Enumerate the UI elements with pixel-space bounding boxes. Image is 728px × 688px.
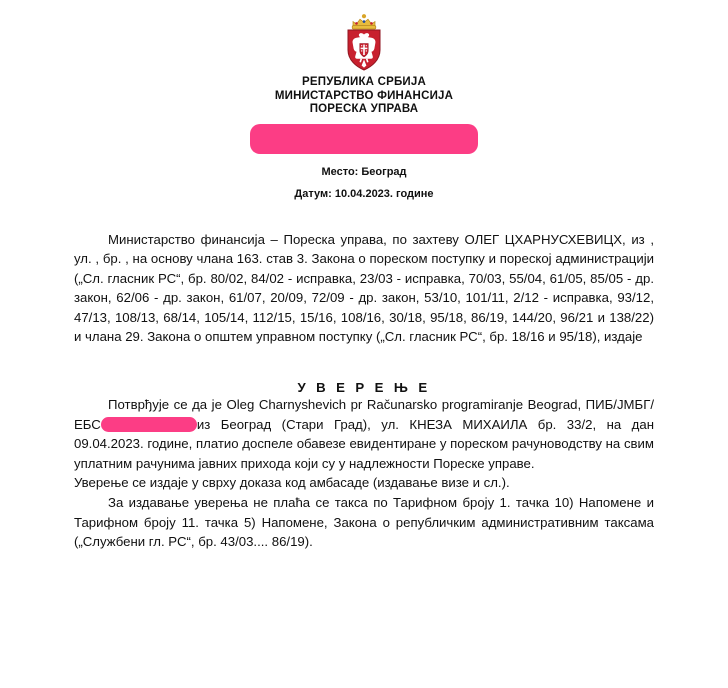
confirmation-text-part-2: из Београд (Стари Град), ул. КНЕЗА МИХАИЛА бр. 33/2, на дан 09.04.2023. године, платио доспеле обавезе евидентиране у пореском рачуноводству на свим уплатним рачунима јавних прихода који су у надлежности Пореске управе. [74,416,654,471]
organization-name-block [0,76,728,117]
serbian-coat-of-arms-icon [338,12,390,72]
redacted-tax-id [101,417,197,432]
organization-line-2: МИНИСТАРСТВО ФИНАНСИЈА [274,89,454,102]
certificate-heading: У В Е Р Е Њ Е [297,380,431,396]
date-line: Датум: 10.04.2023. године [294,187,434,200]
fee-paragraph: За издавање уверења не плаћа се такса по Тарифном броју 1. тачка 10) Напомене и Тарифном броју 11. тачка 5) Напомене, Закона о републичким административним таксама („Службени гл. РС“, бр. 43/03.... 86/19). [74,495,654,550]
organization-line-3: ПОРЕСКА УПРАВА [309,103,419,115]
redacted-header-field [250,124,478,154]
confirmation-paragraph [74,395,654,473]
place-line: Место: Београд [321,165,407,178]
purpose-paragraph: Уверење се издаје у сврху доказа код амбасаде (издавање визе и сл.). [74,475,510,491]
intro-paragraph: Министарство финансија – Пореска управа, по захтеву ОЛЕГ ЦХАРНУСХЕВИЦХ, из , ул. , бр. , на основу члана 163. став 3. Закона о пореском поступку и пореској администрацији („Сл. гласник РС“, бр. 80/02, 84/02 - исправка, 23/03 - исправка, 70/03, 55/04, 61/05, 85/05 - др. закон, 62/06 - др. закон, 61/07, 20/09, 72/09 - др. закон, 53/10, 101/11, 2/12 - исправка, 93/12, 47/13, 108/13, 68/14, 105/14, 112/15, 15/16, 108/16, 30/18, 95/18, 86/19, 144/20, 96/21 и 138/22) и члана 29. Закона о општем управном поступку („Сл. гласник РС“, бр. 18/16 и 95/18), издаје [74,231,654,345]
organization-line-1: РЕПУБЛИКА СРБИЈА [301,76,426,88]
document-header [0,0,728,200]
confirmation-text-part-1: Потврђује се да је Oleg Charnyshevich pr Računarsko programiranje Beograd, ПИБ/ЈМБГ/ЕБС [74,397,654,432]
document-body [74,200,654,552]
